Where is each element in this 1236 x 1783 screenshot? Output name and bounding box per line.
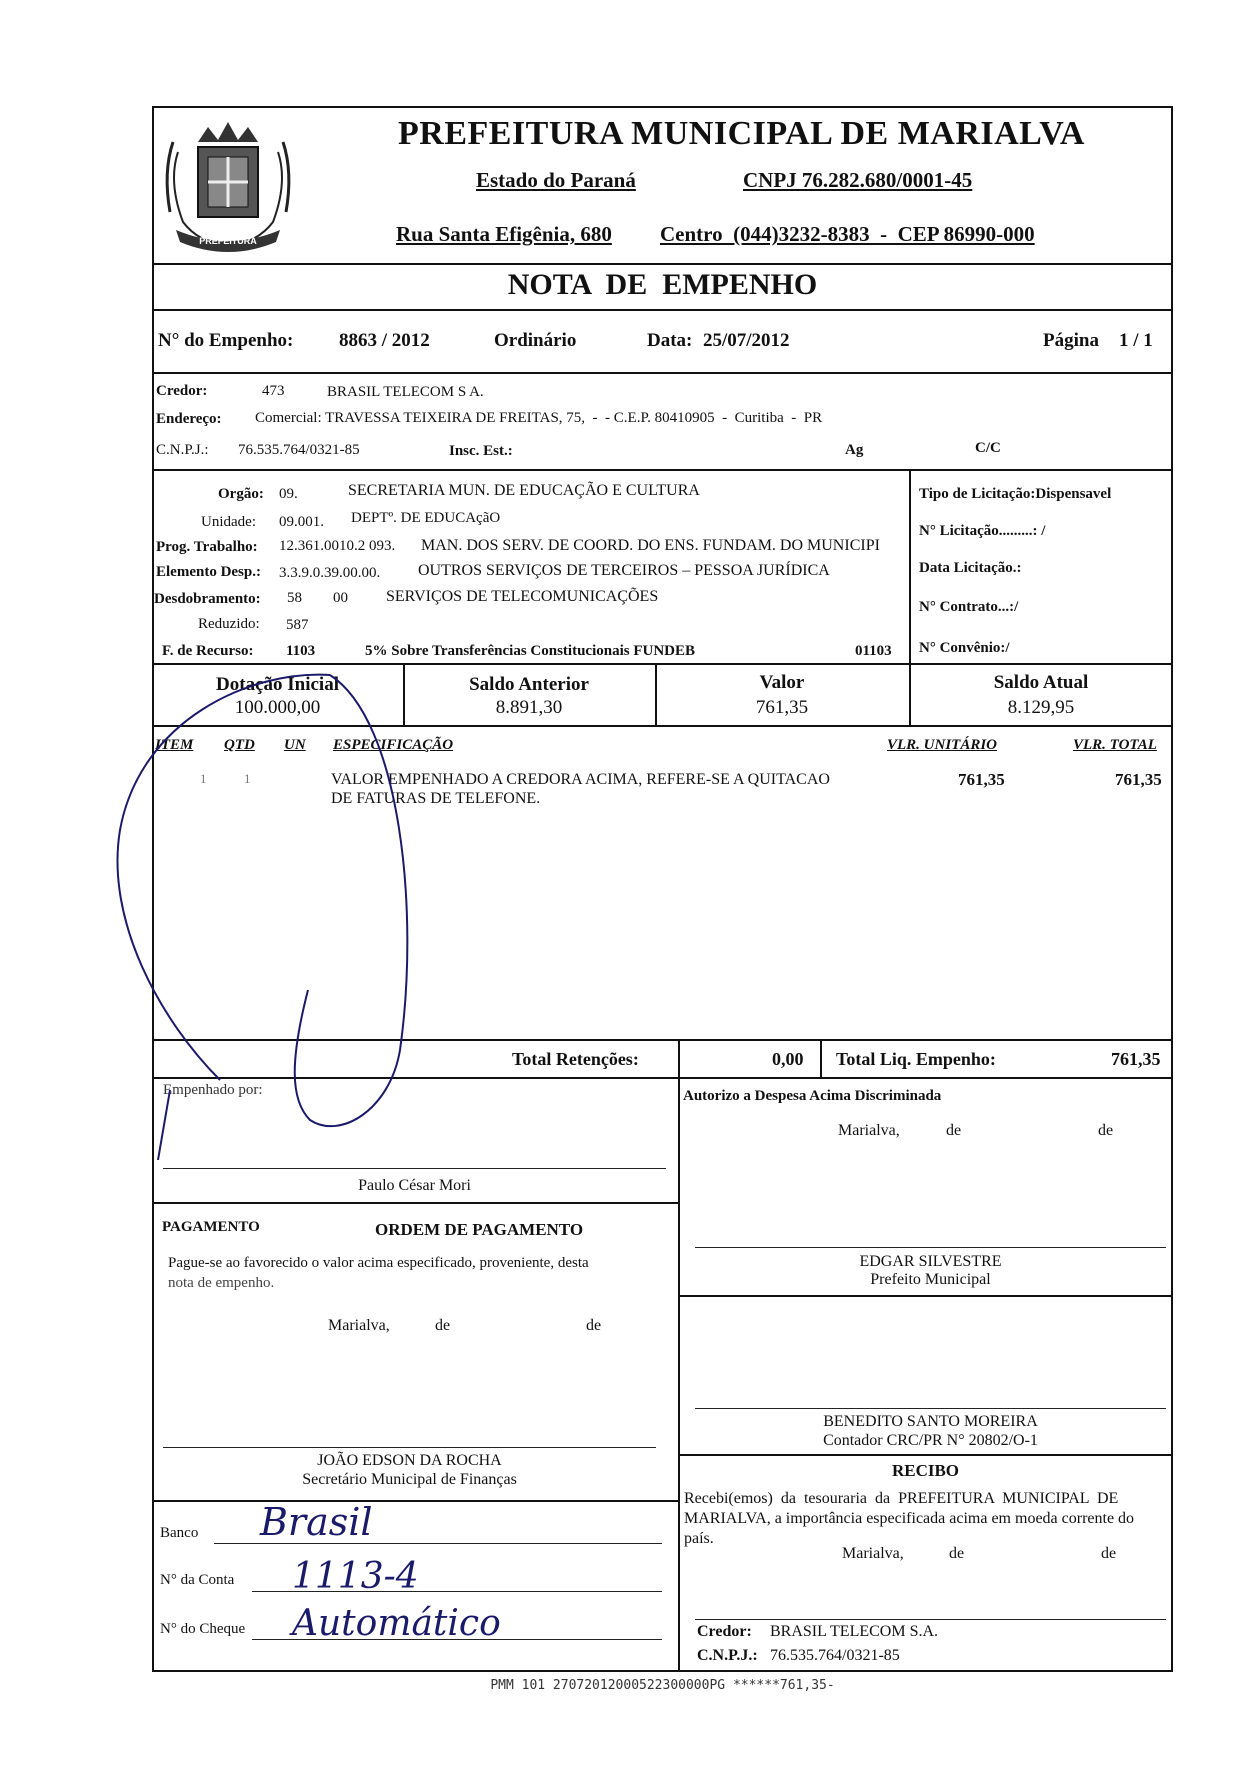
item-total-value: 761,35: [1115, 770, 1162, 789]
credor-footer-label: Credor:: [697, 1623, 752, 1640]
page-title: PREFEITURA MUNICIPAL DE MARIALVA: [398, 115, 1085, 152]
state-label: Estado do Paraná: [476, 168, 636, 192]
desdobramento-name: SERVIÇOS DE TELECOMUNICAÇÕES: [386, 588, 659, 605]
col-header-un: UN: [284, 737, 306, 753]
page-label: Página: [1043, 330, 1099, 351]
col-header-qtd: QTD: [224, 737, 255, 753]
handwritten-oval-stroke: [100, 660, 430, 1160]
credor-code: 473: [262, 383, 285, 399]
saldo-atual-value: 8.129,95: [1007, 697, 1075, 718]
conta-label: N° da Conta: [160, 1572, 235, 1588]
conta-handwritten: 1113-4: [292, 1556, 419, 1597]
cnpj-footer-label: C.N.P.J.:: [697, 1647, 758, 1664]
total-retencoes-label: Total Retenções:: [512, 1049, 639, 1069]
pagamento-label: PAGAMENTO: [162, 1219, 260, 1235]
recurso-number: 01103: [855, 643, 892, 659]
data-licitacao: Data Licitação.:: [919, 560, 1022, 576]
empenhado-por-label: Empenhado por:: [163, 1082, 263, 1098]
phone-cep-label: Centro (044)3232-8383 - CEP 86990-000: [660, 222, 1035, 246]
col-header-item: ITEM: [155, 737, 194, 753]
bottom-print-code: PMM 101 27072012000522300000PG ******761,35-: [490, 1678, 835, 1693]
marialva-date-1: Marialva,: [838, 1122, 900, 1139]
desdobramento-code: 58: [287, 590, 302, 606]
valor-value: 761,35: [755, 697, 809, 718]
contador-title: Contador CRC/PR N° 20802/O-1: [823, 1432, 1038, 1449]
saldo-anterior-label: Saldo Anterior: [469, 674, 589, 695]
recurso-name: 5% Sobre Transferências Constitucionais FUNDEB: [365, 643, 696, 659]
cheque-handwritten: Automático: [292, 1603, 501, 1644]
empenho-number: 8863 / 2012: [339, 330, 430, 351]
unidade-code: 09.001.: [279, 514, 324, 530]
orgao-name: SECRETARIA MUN. DE EDUCAÇÃO E CULTURA: [348, 482, 700, 499]
cc-label: C/C: [975, 440, 1001, 456]
document-title: NOTA DE EMPENHO: [507, 268, 818, 301]
marialva-date-2: Marialva,: [328, 1317, 390, 1334]
marialva-date-3: Marialva,: [842, 1545, 904, 1562]
banco-handwritten: Brasil: [260, 1500, 373, 1544]
total-liquido-value: 761,35: [1111, 1049, 1161, 1069]
item-spec-line1: VALOR EMPENHADO A CREDORA ACIMA, REFERE-SE A QUITACAO: [331, 771, 830, 788]
recurso-label: F. de Recurso:: [162, 643, 254, 659]
svg-text:PREFEITURA: PREFEITURA: [199, 236, 257, 246]
credor-footer-value: BRASIL TELECOM S.A.: [770, 1623, 939, 1640]
credor-label: Credor:: [156, 383, 208, 399]
secretario-name: JOÃO EDSON DA ROCHA: [317, 1452, 502, 1469]
tipo-licitacao: Tipo de Licitação:Dispensavel: [919, 486, 1112, 502]
recurso-code: 1103: [286, 643, 316, 659]
reduzido-value: 587: [286, 617, 309, 633]
cnpj-label: C.N.P.J.:: [156, 442, 209, 458]
de-3b: de: [1101, 1545, 1117, 1562]
unidade-name: DEPTº. DE EDUCAçãO: [351, 510, 501, 526]
banco-label: Banco: [160, 1525, 199, 1541]
page-number: 1 / 1: [1119, 330, 1153, 351]
numero-contrato: N° Contrato...:/: [919, 599, 1019, 615]
total-retencoes-value: 0,00: [772, 1049, 804, 1069]
autorizo-label: Autorizo a Despesa Acima Discriminada: [683, 1088, 942, 1104]
coat-of-arms-logo: [158, 112, 298, 262]
de-2b: de: [586, 1317, 602, 1334]
de-2a: de: [435, 1317, 451, 1334]
credor-name: BRASIL TELECOM S A.: [327, 384, 484, 400]
valor-label: Valor: [759, 672, 805, 693]
cnpj-header: CNPJ 76.282.680/0001-45: [743, 168, 973, 192]
desdobramento-label: Desdobramento:: [154, 591, 261, 607]
recibo-text-1: Recebi(emos) da tesouraria da PREFEITURA MUNICIPAL DE: [684, 1490, 1119, 1507]
cnpj-footer-value: 76.535.764/0321-85: [770, 1647, 900, 1664]
dotacao-inicial-label: Dotação Inicial: [216, 674, 339, 695]
prog-trabalho-name: MAN. DOS SERV. DE COORD. DO ENS. FUNDAM. DO MUNICIPI: [421, 537, 880, 554]
total-liquido-label: Total Liq. Empenho:: [836, 1049, 996, 1069]
prog-trabalho-code: 12.361.0010.2 093.: [279, 538, 396, 554]
ordem-pagamento-label: ORDEM DE PAGAMENTO: [375, 1220, 584, 1239]
unidade-label: Unidade:: [201, 514, 256, 530]
contador-name: BENEDITO SANTO MOREIRA: [823, 1413, 1038, 1430]
orgao-code: 09.: [279, 486, 298, 502]
prefeito-name: EDGAR SILVESTRE: [859, 1253, 1002, 1270]
de-1b: de: [1098, 1122, 1114, 1139]
recibo-text-3: país.: [684, 1530, 714, 1547]
insc-est-label: Insc. Est.:: [449, 443, 513, 459]
pague-text-2: nota de empenho.: [168, 1275, 275, 1291]
numero-licitacao: N° Licitação.........: /: [919, 523, 1046, 539]
item-unit-value: 761,35: [958, 770, 1005, 789]
col-header-total-value: VLR. TOTAL: [1073, 737, 1157, 753]
item-number: 1: [200, 771, 207, 786]
recibo-text-2: MARIALVA, a importância especificada acima em moeda corrente do: [684, 1510, 1135, 1527]
de-1a: de: [946, 1122, 962, 1139]
cheque-label: N° do Cheque: [160, 1621, 246, 1637]
de-3a: de: [949, 1545, 965, 1562]
date-label: Data:: [647, 330, 693, 351]
elemento-code: 3.3.9.0.39.00.00.: [279, 565, 381, 581]
saldo-anterior-value: 8.891,30: [495, 697, 563, 718]
dotacao-inicial-value: 100.000,00: [234, 697, 321, 718]
elemento-name: OUTROS SERVIÇOS DE TERCEIROS – PESSOA JURÍDICA: [418, 562, 830, 579]
saldo-atual-label: Saldo Atual: [993, 672, 1089, 693]
col-header-spec: ESPECIFICAÇÃO: [333, 737, 454, 753]
endereco-label: Endereço:: [156, 411, 222, 427]
desdobramento-sub: 00: [333, 590, 348, 606]
empenho-type: Ordinário: [494, 330, 577, 351]
ag-label: Ag: [845, 442, 864, 458]
pague-text-1: Pague-se ao favorecido o valor acima especificado, proveniente, desta: [168, 1255, 589, 1271]
cnpj-value: 76.535.764/0321-85: [238, 442, 360, 458]
col-header-unit-value: VLR. UNITÁRIO: [887, 737, 998, 753]
item-qtd: 1: [244, 771, 251, 786]
address-label: Rua Santa Efigênia, 680: [396, 222, 612, 246]
secretario-title: Secretário Municipal de Finanças: [302, 1471, 517, 1488]
recibo-label: RECIBO: [891, 1461, 960, 1480]
item-spec-line2: DE FATURAS DE TELEFONE.: [331, 790, 541, 807]
empenho-number-label: N° do Empenho:: [158, 330, 294, 351]
numero-convenio: N° Convênio:/: [919, 640, 1010, 656]
prefeito-title: Prefeito Municipal: [870, 1271, 991, 1288]
endereco-value: Comercial: TRAVESSA TEIXEIRA DE FREITAS, 75, - - C.E.P. 80410905 - Curitiba - PR: [255, 410, 823, 426]
reduzido-label: Reduzido:: [198, 616, 260, 632]
elemento-label: Elemento Desp.:: [156, 564, 261, 580]
prog-trabalho-label: Prog. Trabalho:: [156, 539, 258, 555]
orgao-label: Orgão:: [218, 486, 264, 502]
empenhado-por-name: Paulo César Mori: [358, 1177, 471, 1194]
empenho-date: 25/07/2012: [703, 330, 790, 351]
